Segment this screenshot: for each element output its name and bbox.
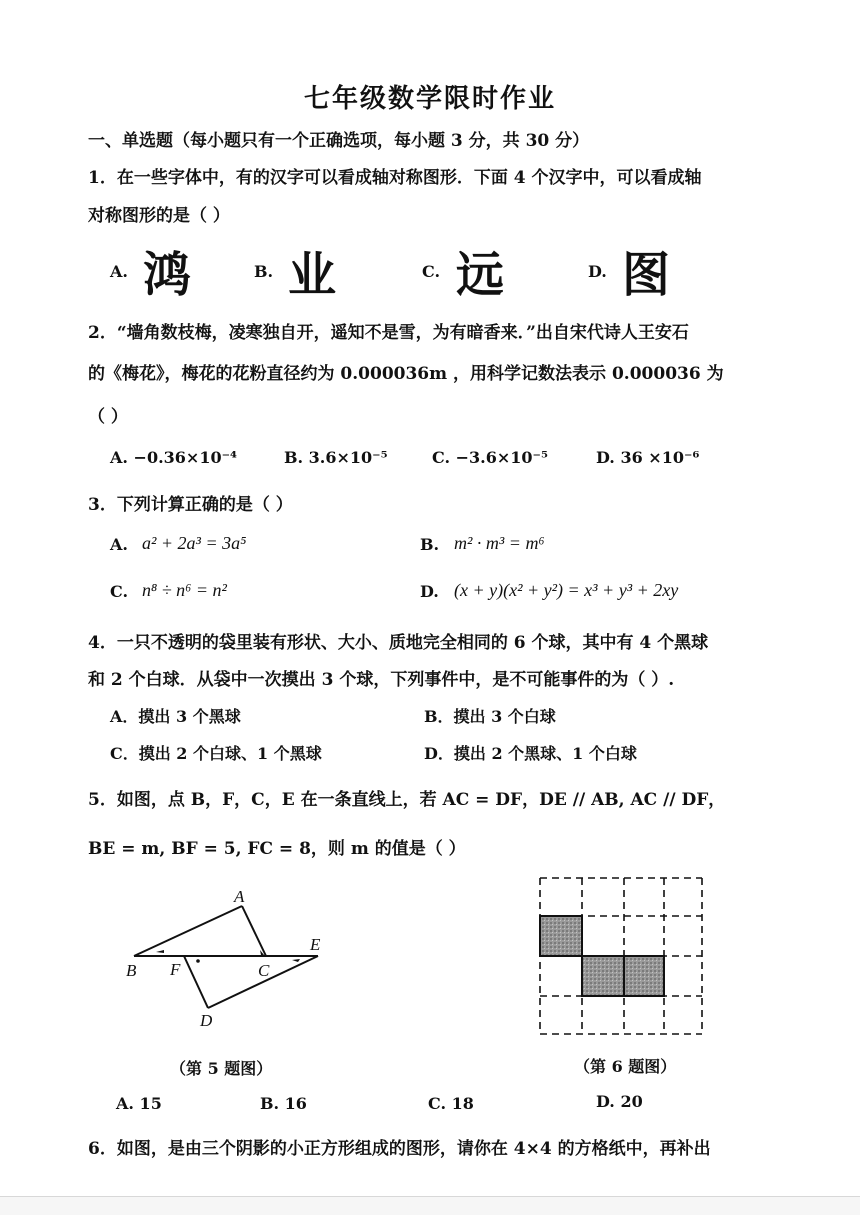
page-title: 七年级数学限时作业: [303, 84, 556, 114]
figure-5-diagram: [120, 880, 340, 1030]
figure-6-caption: （第 6 题图）: [574, 1057, 677, 1076]
figure-5-caption: （第 5 题图）: [170, 1059, 273, 1078]
q1-stem-line2: 对称图形的是（ ）: [88, 206, 230, 226]
point-label-a: A: [234, 887, 245, 906]
q1-option-a-label: A.: [110, 262, 128, 281]
q4-stem-line1: 4．一只不透明的袋里装有形状、大小、质地完全相同的 6 个球，其中有 4 个黑球: [88, 633, 709, 653]
q5-option-d: D. 20: [596, 1092, 643, 1111]
q1-option-c-label: C.: [422, 262, 441, 281]
q5-option-a: A. 15: [116, 1094, 162, 1113]
q2-option-b: B. 3.6×10⁻⁵: [284, 448, 388, 467]
q1-option-d-char: 图: [622, 247, 671, 303]
q1-option-a-char: 鸿: [143, 247, 192, 303]
q3-option-a-label: A.: [110, 535, 128, 554]
angle-mark-b: [156, 950, 164, 953]
q1-option-c-char: 远: [456, 247, 505, 303]
q5-option-b: B. 16: [260, 1094, 307, 1113]
q6-stem-line1: 6．如图，是由三个阴影的小正方形组成的图形，请你在 4×4 的方格纸中，再补出: [88, 1139, 711, 1159]
q2-option-a: A. −0.36×10⁻⁴: [110, 448, 238, 467]
q3-option-d-expr: (x + y)(x² + y²) = x³ + y³ + 2xy: [454, 580, 679, 600]
q5-stem-line2: BE = m, BF = 5, FC = 8，则 m 的值是（ ）: [88, 839, 466, 859]
q2-stem-line3: （ ）: [88, 407, 128, 427]
q4-stem-line2: 和 2 个白球．从袋中一次摸出 3 个球，下列事件中，是不可能事件的为（ ）.: [88, 670, 675, 690]
q2-stem-line2: 的《梅花》，梅花的花粉直径约为 0.000036m ，用科学记数法表示 0.000036 为: [88, 364, 724, 384]
shaded-cell-1: [540, 916, 582, 956]
q2-option-c: C. −3.6×10⁻⁵: [432, 448, 548, 467]
figure-6-grid: [530, 870, 710, 1040]
q4-option-c: C．摸出 2 个白球、1 个黑球: [110, 744, 322, 763]
q4-option-d: D．摸出 2 个黑球、1 个白球: [424, 744, 637, 763]
point-label-d: D: [200, 1011, 213, 1030]
q2-option-d: D. 36 ×10⁻⁶: [596, 448, 700, 467]
page-bottom-strip: [0, 1197, 860, 1215]
point-label-f: F: [170, 960, 181, 979]
angle-mark-e: [292, 959, 300, 962]
point-label-b: B: [126, 961, 137, 980]
q5-stem-line1: 5．如图，点 B，F，C，E 在一条直线上，若 AC = DF，DE // AB, AC // DF，: [88, 790, 726, 810]
segment-a-b: [134, 906, 242, 956]
segment-f-d: [184, 956, 208, 1008]
q1-option-d-label: D.: [588, 262, 607, 281]
point-label-e: E: [310, 935, 321, 954]
shaded-cell-2: [582, 956, 624, 996]
q3-option-d-label: D.: [420, 582, 439, 601]
q3-option-b-label: B.: [420, 535, 440, 554]
segment-a-c: [242, 906, 266, 956]
q1-stem-line1: 1．在一些字体中，有的汉字可以看成轴对称图形．下面 4 个汉字中，可以看成轴: [88, 168, 702, 188]
q1-option-b-label: B.: [254, 262, 274, 281]
q3-option-c-expr: n⁸ ÷ n⁶ = n²: [142, 580, 227, 600]
q3-option-c-label: C.: [110, 582, 129, 601]
point-label-c: C: [258, 961, 270, 980]
shaded-cell-3: [624, 956, 664, 996]
q3-option-a-expr: a² + 2a³ = 3a⁵: [142, 533, 247, 553]
q5-option-c: C. 18: [428, 1094, 474, 1113]
q2-stem-line1: 2．“墙角数枝梅，凌寒独自开，遥知不是雪，为有暗香来．”出自宋代诗人王安石: [88, 323, 689, 343]
q1-option-b-char: 业: [288, 247, 337, 303]
q3-option-b-expr: m² · m³ = m⁶: [454, 533, 545, 553]
section-heading: 一、单选题（每小题只有一个正确选项，每小题 3 分，共 30 分）: [88, 131, 590, 151]
q3-stem: 3．下列计算正确的是（ ）: [88, 495, 293, 515]
angle-mark-f: [196, 959, 200, 963]
q4-option-b: B．摸出 3 个白球: [424, 707, 556, 726]
q4-option-a: A．摸出 3 个黑球: [110, 707, 241, 726]
